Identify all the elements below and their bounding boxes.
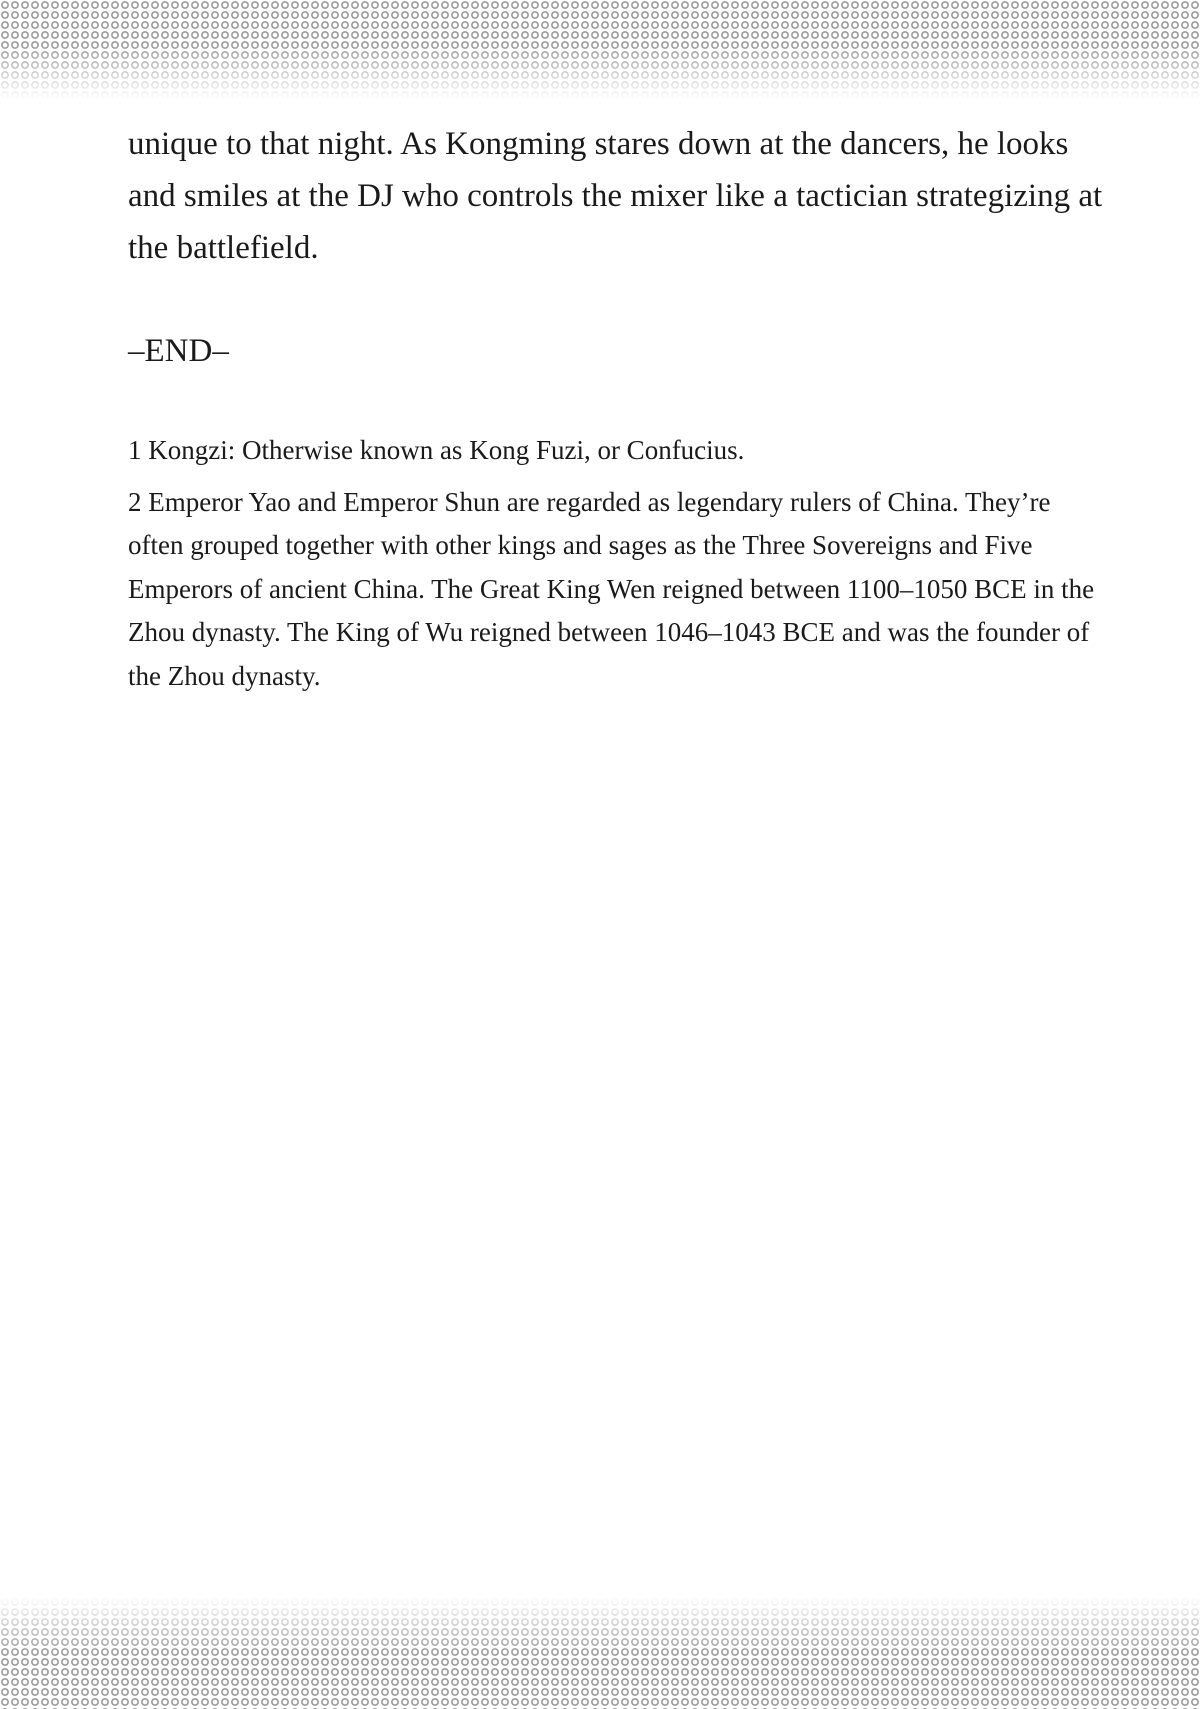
body-paragraph: unique to that night. As Kongming stares down at the dancers, he looks and smiles at the DJ who controls the mixer like a tactician strategizing at the battlefield. bbox=[128, 126, 1103, 266]
decorative-border-bottom bbox=[0, 1597, 1200, 1709]
footnote-1: 1 Kongzi: Otherwise known as Kong Fuzi, or Confucius. bbox=[128, 435, 745, 465]
page-content bbox=[128, 118, 1108, 706]
end-marker: –END– bbox=[128, 333, 229, 369]
decorative-border-top bbox=[0, 0, 1200, 100]
footnote-2: 2 Emperor Yao and Emperor Shun are regarded as legendary rulers of China. They’re often grouped together with other kings and sages as the Three Sovereigns and Five Emperors of ancient China. The Great King Wen reigned between 1100–1050 BCE in the Zhou dynasty. The King of Wu reigned between 1046–1043 BCE and was the founder of the Zhou dynasty. bbox=[128, 486, 1095, 691]
footnotes-section bbox=[128, 429, 1108, 698]
